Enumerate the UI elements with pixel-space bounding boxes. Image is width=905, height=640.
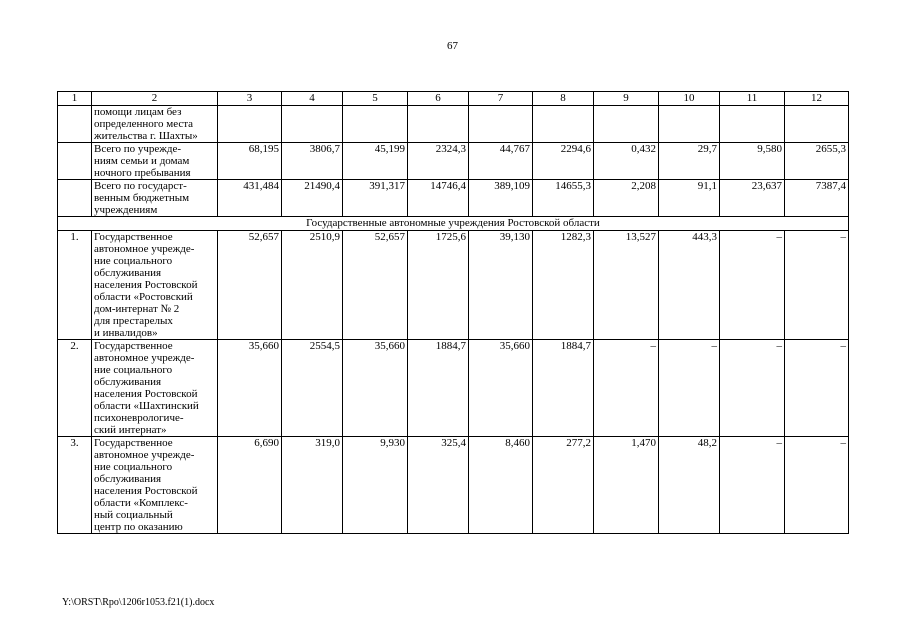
row-name: Государственное автономное учрежде- ние социального обслуживания населения Ростовской области «Шахтинский психоневрологиче- ский интернат» bbox=[92, 340, 218, 437]
column-header: 7 bbox=[469, 92, 533, 106]
page-number: 67 bbox=[447, 40, 458, 52]
cell: 14655,3 bbox=[533, 180, 594, 217]
cell: 35,660 bbox=[343, 340, 408, 437]
column-header: 9 bbox=[594, 92, 659, 106]
cell bbox=[720, 106, 785, 143]
cell bbox=[282, 106, 343, 143]
table-row bbox=[58, 180, 849, 217]
row-name: помощи лицам без определенного места жительства г. Шахты» bbox=[92, 106, 218, 143]
cell bbox=[594, 106, 659, 143]
column-header: 5 bbox=[343, 92, 408, 106]
cell: 35,660 bbox=[218, 340, 282, 437]
table-row bbox=[58, 340, 849, 437]
cell: 3806,7 bbox=[282, 143, 343, 180]
cell: 7387,4 bbox=[785, 180, 849, 217]
cell bbox=[408, 106, 469, 143]
cell: 1884,7 bbox=[408, 340, 469, 437]
cell: 1725,6 bbox=[408, 231, 469, 340]
cell: – bbox=[594, 340, 659, 437]
cell: 29,7 bbox=[659, 143, 720, 180]
table-row bbox=[58, 143, 849, 180]
cell: 319,0 bbox=[282, 437, 343, 534]
row-index: 3. bbox=[58, 437, 92, 534]
column-header: 4 bbox=[282, 92, 343, 106]
cell: 2324,3 bbox=[408, 143, 469, 180]
column-header: 1 bbox=[58, 92, 92, 106]
cell: 2,208 bbox=[594, 180, 659, 217]
cell: 14746,4 bbox=[408, 180, 469, 217]
cell: 443,3 bbox=[659, 231, 720, 340]
column-header: 3 bbox=[218, 92, 282, 106]
cell: 1,470 bbox=[594, 437, 659, 534]
column-header: 11 bbox=[720, 92, 785, 106]
cell bbox=[218, 106, 282, 143]
file-path-footer: Y:\ORST\Rpo\1206r1053.f21(1).docx bbox=[62, 597, 215, 608]
cell: 277,2 bbox=[533, 437, 594, 534]
cell: 389,109 bbox=[469, 180, 533, 217]
table-row bbox=[58, 231, 849, 340]
cell: 9,930 bbox=[343, 437, 408, 534]
cell: 52,657 bbox=[343, 231, 408, 340]
cell: 1884,7 bbox=[533, 340, 594, 437]
cell: 325,4 bbox=[408, 437, 469, 534]
column-header: 12 bbox=[785, 92, 849, 106]
cell: – bbox=[785, 231, 849, 340]
column-header: 6 bbox=[408, 92, 469, 106]
cell bbox=[343, 106, 408, 143]
cell: 48,2 bbox=[659, 437, 720, 534]
column-header: 8 bbox=[533, 92, 594, 106]
cell: 21490,4 bbox=[282, 180, 343, 217]
row-index bbox=[58, 180, 92, 217]
cell: 91,1 bbox=[659, 180, 720, 217]
cell: 1282,3 bbox=[533, 231, 594, 340]
table-row bbox=[58, 437, 849, 534]
cell: 6,690 bbox=[218, 437, 282, 534]
cell: 45,199 bbox=[343, 143, 408, 180]
cell: 52,657 bbox=[218, 231, 282, 340]
cell bbox=[533, 106, 594, 143]
row-name: Государственное автономное учрежде- ние социального обслуживания населения Ростовской области «Комплекс- ный социальный центр по оказанию bbox=[92, 437, 218, 534]
cell: 0,432 bbox=[594, 143, 659, 180]
cell: 39,130 bbox=[469, 231, 533, 340]
cell: – bbox=[785, 340, 849, 437]
row-index: 1. bbox=[58, 231, 92, 340]
cell: 68,195 bbox=[218, 143, 282, 180]
column-header: 10 bbox=[659, 92, 720, 106]
column-header: 2 bbox=[92, 92, 218, 106]
cell: 431,484 bbox=[218, 180, 282, 217]
column-number-row bbox=[58, 92, 849, 106]
section-row bbox=[58, 217, 849, 231]
cell: 9,580 bbox=[720, 143, 785, 180]
cell: 2554,5 bbox=[282, 340, 343, 437]
row-index bbox=[58, 143, 92, 180]
cell: – bbox=[720, 340, 785, 437]
cell: 2510,9 bbox=[282, 231, 343, 340]
cell: 44,767 bbox=[469, 143, 533, 180]
row-name: Всего по государст- венным бюджетным учреждениям bbox=[92, 180, 218, 217]
table-row bbox=[58, 106, 849, 143]
data-table bbox=[57, 91, 849, 534]
row-index: 2. bbox=[58, 340, 92, 437]
section-title: Государственные автономные учреждения Ростовской области bbox=[58, 217, 849, 231]
cell: – bbox=[720, 231, 785, 340]
cell: 2294,6 bbox=[533, 143, 594, 180]
cell: – bbox=[720, 437, 785, 534]
cell: 13,527 bbox=[594, 231, 659, 340]
cell: – bbox=[785, 437, 849, 534]
cell: 2655,3 bbox=[785, 143, 849, 180]
row-index bbox=[58, 106, 92, 143]
cell: 35,660 bbox=[469, 340, 533, 437]
cell: – bbox=[659, 340, 720, 437]
cell: 23,637 bbox=[720, 180, 785, 217]
cell bbox=[659, 106, 720, 143]
cell bbox=[785, 106, 849, 143]
cell: 8,460 bbox=[469, 437, 533, 534]
row-name: Всего по учрежде- ниям семьи и домам ночного пребывания bbox=[92, 143, 218, 180]
cell: 391,317 bbox=[343, 180, 408, 217]
row-name: Государственное автономное учрежде- ние социального обслуживания населения Ростовской области «Ростовский дом-интернат № 2 для престарелых и инвалидов» bbox=[92, 231, 218, 340]
cell bbox=[469, 106, 533, 143]
